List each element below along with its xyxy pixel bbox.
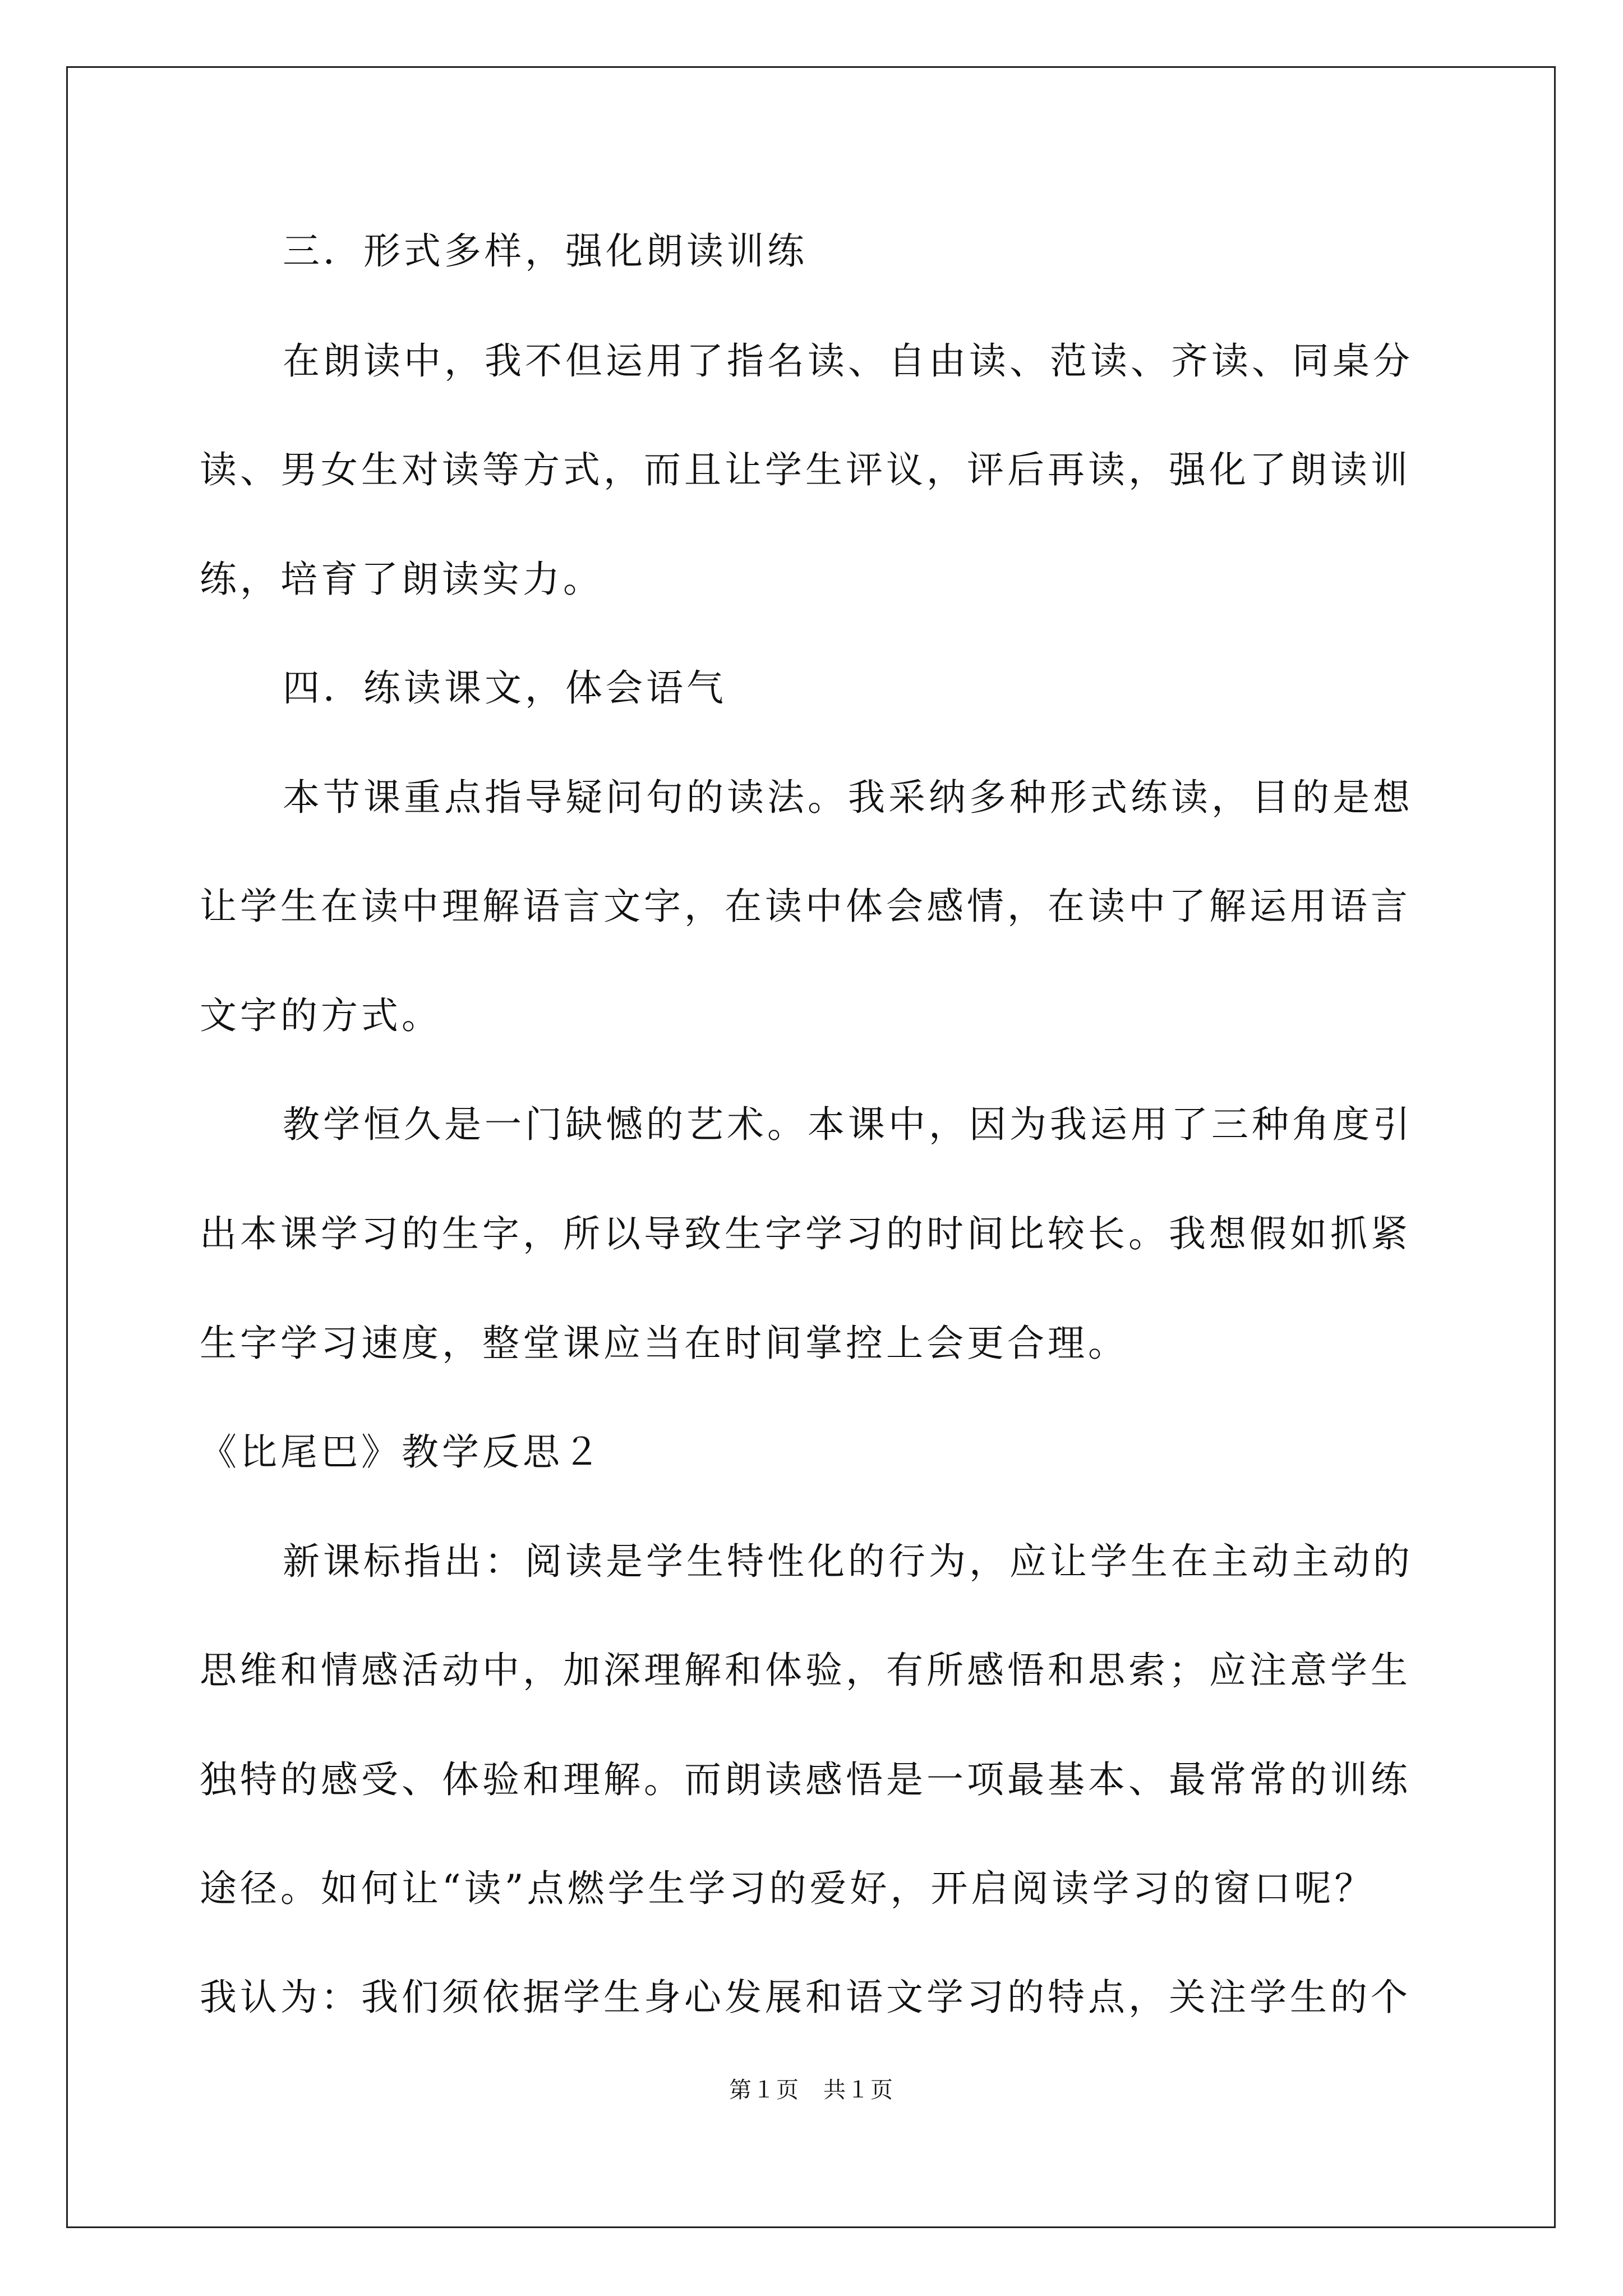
section-heading-4: 四．练读课文，体会语气	[283, 666, 727, 710]
paragraph-line: 本节课重点指导疑问句的读法。我采纳多种形式练读，目的是想	[283, 776, 1413, 819]
paragraph-line: 教学恒久是一门缺憾的艺术。本课中，因为我运用了三种角度引	[283, 1103, 1413, 1146]
paragraph-line: 我认为：我们须依据学生身心发展和语文学习的特点，关注学生的个	[200, 1976, 1411, 2019]
paragraph-line: 让学生在读中理解语言文字，在读中体会感情，在读中了解运用语言	[200, 885, 1411, 928]
paragraph-line: 新课标指出：阅读是学生特性化的行为，应让学生在主动主动的	[283, 1540, 1413, 1583]
paragraph-line: 文字的方式。	[200, 994, 442, 1037]
paragraph-line: 独特的感受、体验和理解。而朗读感悟是一项最基本、最常常的训练	[200, 1758, 1411, 1801]
paragraph-line: 读、男女生对读等方式，而且让学生评议，评后再读，强化了朗读训	[200, 448, 1411, 491]
paragraph-line: 练，培育了朗读实力。	[200, 558, 603, 601]
paragraph-line: 途径。如何让“读”点燃学生学习的爱好，开启阅读学习的窗口呢？	[200, 1867, 1375, 1910]
paragraph-line: 思维和情感活动中，加深理解和体验，有所感悟和思索；应注意学生	[200, 1649, 1411, 1692]
page-footer: 第１页 共１页	[729, 2077, 894, 2103]
paragraph-line: 在朗读中，我不但运用了指名读、自由读、范读、齐读、同桌分	[283, 339, 1413, 383]
section-heading-3: 三．形式多样，强化朗读训练	[283, 229, 808, 273]
paragraph-line: 生字学习速度，整堂课应当在时间掌控上会更合理。	[200, 1322, 1128, 1365]
article-title: 《比尾巴》教学反思２	[200, 1430, 603, 1474]
paragraph-line: 出本课学习的生字，所以导致生字学习的时间比较长。我想假如抓紧	[200, 1212, 1411, 1255]
